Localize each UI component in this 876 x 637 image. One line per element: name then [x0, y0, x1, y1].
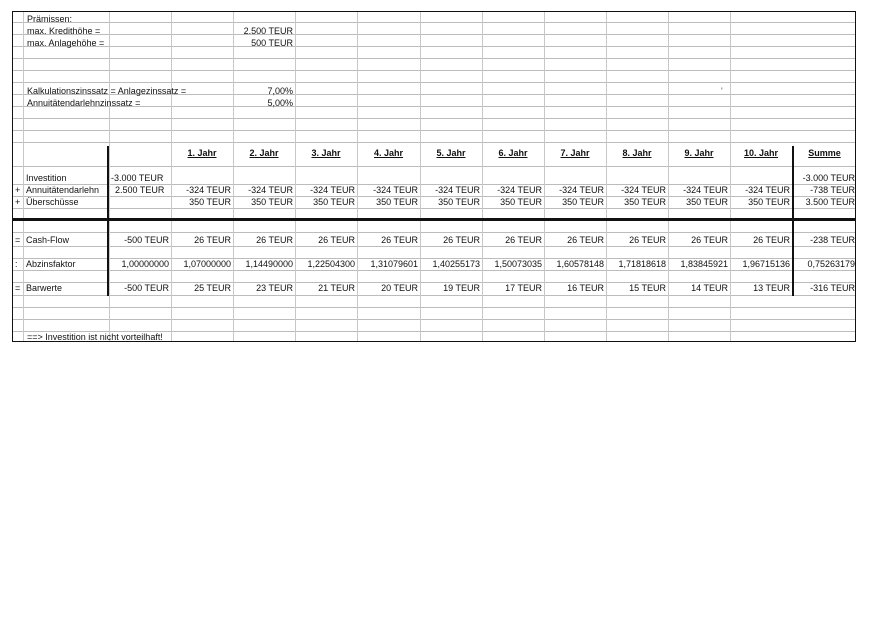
grid-line: [13, 232, 855, 233]
value-barwerte-7: 16 TEUR: [567, 283, 604, 293]
value-annuitaet-6: -324 TEUR: [497, 185, 542, 195]
grid-line: [13, 270, 855, 271]
value-cashflow-1: 26 TEUR: [194, 235, 231, 245]
value-abzinsfaktor-10: 1,96715136: [742, 259, 790, 269]
value-barwerte-4: 20 TEUR: [381, 283, 418, 293]
grid-line: [13, 319, 855, 320]
value-abzinsfaktor-6: 1,50073035: [494, 259, 542, 269]
header-year-7: 7. Jahr: [560, 148, 590, 158]
sum-abzinsfaktor: 0,75263179: [807, 259, 855, 269]
value-barwerte-1: 25 TEUR: [194, 283, 231, 293]
header-year-1: 1. Jahr: [187, 148, 217, 158]
value-cashflow-9: 26 TEUR: [691, 235, 728, 245]
spreadsheet-table: [12, 11, 856, 342]
grid-line: [13, 295, 855, 296]
grid-line: [13, 246, 855, 247]
row-label-barwerte: Barwerte: [26, 283, 63, 293]
value-barwerte-8: 15 TEUR: [629, 283, 666, 293]
sum-investition: -3.000 TEUR: [802, 173, 855, 183]
invest-label: max. Anlagehöhe =: [27, 38, 105, 48]
grid-line: [13, 58, 855, 59]
initial-annuitaet: 2.500 TEUR: [115, 185, 165, 195]
credit-value: 2.500 TEUR: [243, 26, 293, 36]
header-year-4: 4. Jahr: [373, 148, 404, 158]
value-ueberschuss-2: 350 TEUR: [251, 197, 293, 207]
value-annuitaet-3: -324 TEUR: [310, 185, 355, 195]
header-year-6: 6. Jahr: [498, 148, 528, 158]
header-year-3: 3. Jahr: [311, 148, 341, 158]
tick-mark: ': [721, 86, 723, 96]
row-label-abzinsfaktor: Abzinsfaktor: [26, 259, 76, 269]
credit-label: max. Kredithöhe =: [27, 26, 101, 36]
grid-line: [13, 208, 855, 209]
annuity-rate-label: Annuitätendarlehnzinssatz =: [27, 98, 141, 108]
value-abzinsfaktor-1: 1,07000000: [183, 259, 231, 269]
initial-barwerte: -500 TEUR: [124, 283, 169, 293]
value-abzinsfaktor-9: 1,83845921: [680, 259, 728, 269]
value-abzinsfaktor-4: 1,31079601: [370, 259, 418, 269]
value-cashflow-8: 26 TEUR: [629, 235, 666, 245]
value-cashflow-10: 26 TEUR: [753, 235, 790, 245]
grid-line: [13, 34, 855, 35]
value-barwerte-10: 13 TEUR: [753, 283, 790, 293]
row-label-cashflow: Cash-Flow: [26, 235, 70, 245]
grid-line: [13, 46, 855, 47]
initial-cashflow: -500 TEUR: [124, 235, 169, 245]
grid-line: [13, 22, 855, 23]
grid-line: [13, 118, 855, 119]
value-abzinsfaktor-3: 1,22504300: [307, 259, 355, 269]
value-ueberschuss-5: 350 TEUR: [438, 197, 480, 207]
value-cashflow-5: 26 TEUR: [443, 235, 480, 245]
value-ueberschuss-8: 350 TEUR: [624, 197, 666, 207]
header-year-8: 8. Jahr: [622, 148, 652, 158]
value-barwerte-3: 21 TEUR: [318, 283, 355, 293]
value-cashflow-2: 26 TEUR: [256, 235, 293, 245]
row-prefix: +: [15, 197, 21, 207]
sum-ueberschuss: 3.500 TEUR: [805, 197, 855, 207]
sum-column-border: [792, 146, 794, 296]
row-label-ueberschuss: Überschüsse: [26, 197, 79, 207]
premises-title: Prämissen:: [27, 14, 73, 24]
value-annuitaet-5: -324 TEUR: [435, 185, 480, 195]
value-ueberschuss-10: 350 TEUR: [748, 197, 790, 207]
value-barwerte-9: 14 TEUR: [691, 283, 728, 293]
value-ueberschuss-3: 350 TEUR: [313, 197, 355, 207]
grid-line: [13, 70, 855, 71]
grid-line: [13, 130, 855, 131]
value-annuitaet-4: -324 TEUR: [373, 185, 418, 195]
grid-line: [13, 307, 855, 308]
value-abzinsfaktor-5: 1,40255173: [432, 259, 480, 269]
value-barwerte-5: 19 TEUR: [443, 283, 480, 293]
header-sum: Summe: [808, 148, 841, 158]
row-prefix: :: [15, 259, 18, 269]
value-annuitaet-7: -324 TEUR: [559, 185, 604, 195]
grid-line: [13, 142, 855, 143]
row-prefix: =: [15, 235, 21, 245]
row-label-annuitaet: Annuitätendarlehn: [26, 185, 100, 195]
sum-annuitaet: -738 TEUR: [810, 185, 855, 195]
conclusion-text: ==> Investition ist nicht vorteilhaft!: [27, 332, 163, 342]
initial-abzinsfaktor: 1,00000000: [121, 259, 169, 269]
calc-rate-label: Kalkulationszinssatz = Anlagezinssatz =: [27, 86, 187, 96]
header-year-10: 10. Jahr: [743, 148, 779, 158]
header-year-5: 5. Jahr: [436, 148, 466, 158]
separator-line: [13, 218, 855, 221]
value-annuitaet-1: -324 TEUR: [186, 185, 231, 195]
row-label-investition: Investition: [26, 173, 67, 183]
value-ueberschuss-9: 350 TEUR: [686, 197, 728, 207]
sum-barwerte: -316 TEUR: [810, 283, 855, 293]
initial-investition: -3.000 TEUR: [111, 173, 164, 183]
row-prefix: =: [15, 283, 21, 293]
value-ueberschuss-7: 350 TEUR: [562, 197, 604, 207]
left-block-border: [107, 146, 109, 296]
invest-value: 500 TEUR: [251, 38, 293, 48]
value-annuitaet-9: -324 TEUR: [683, 185, 728, 195]
header-year-2: 2. Jahr: [249, 148, 279, 158]
value-ueberschuss-4: 350 TEUR: [376, 197, 418, 207]
grid-line: [13, 166, 855, 167]
grid-line: [23, 12, 24, 341]
header-year-9: 9. Jahr: [684, 148, 714, 158]
value-abzinsfaktor-7: 1,60578148: [556, 259, 604, 269]
value-cashflow-7: 26 TEUR: [567, 235, 604, 245]
calc-rate-value: 7,00%: [267, 86, 293, 96]
value-ueberschuss-1: 350 TEUR: [189, 197, 231, 207]
annuity-rate-value: 5,00%: [267, 98, 293, 108]
value-annuitaet-10: -324 TEUR: [745, 185, 790, 195]
sum-cashflow: -238 TEUR: [810, 235, 855, 245]
value-cashflow-3: 26 TEUR: [318, 235, 355, 245]
value-abzinsfaktor-8: 1,71818618: [618, 259, 666, 269]
value-barwerte-6: 17 TEUR: [505, 283, 542, 293]
value-barwerte-2: 23 TEUR: [256, 283, 293, 293]
value-abzinsfaktor-2: 1,14490000: [245, 259, 293, 269]
value-annuitaet-8: -324 TEUR: [621, 185, 666, 195]
value-annuitaet-2: -324 TEUR: [248, 185, 293, 195]
grid-line: [13, 82, 855, 83]
value-cashflow-6: 26 TEUR: [505, 235, 542, 245]
value-ueberschuss-6: 350 TEUR: [500, 197, 542, 207]
row-prefix: +: [15, 185, 21, 195]
value-cashflow-4: 26 TEUR: [381, 235, 418, 245]
